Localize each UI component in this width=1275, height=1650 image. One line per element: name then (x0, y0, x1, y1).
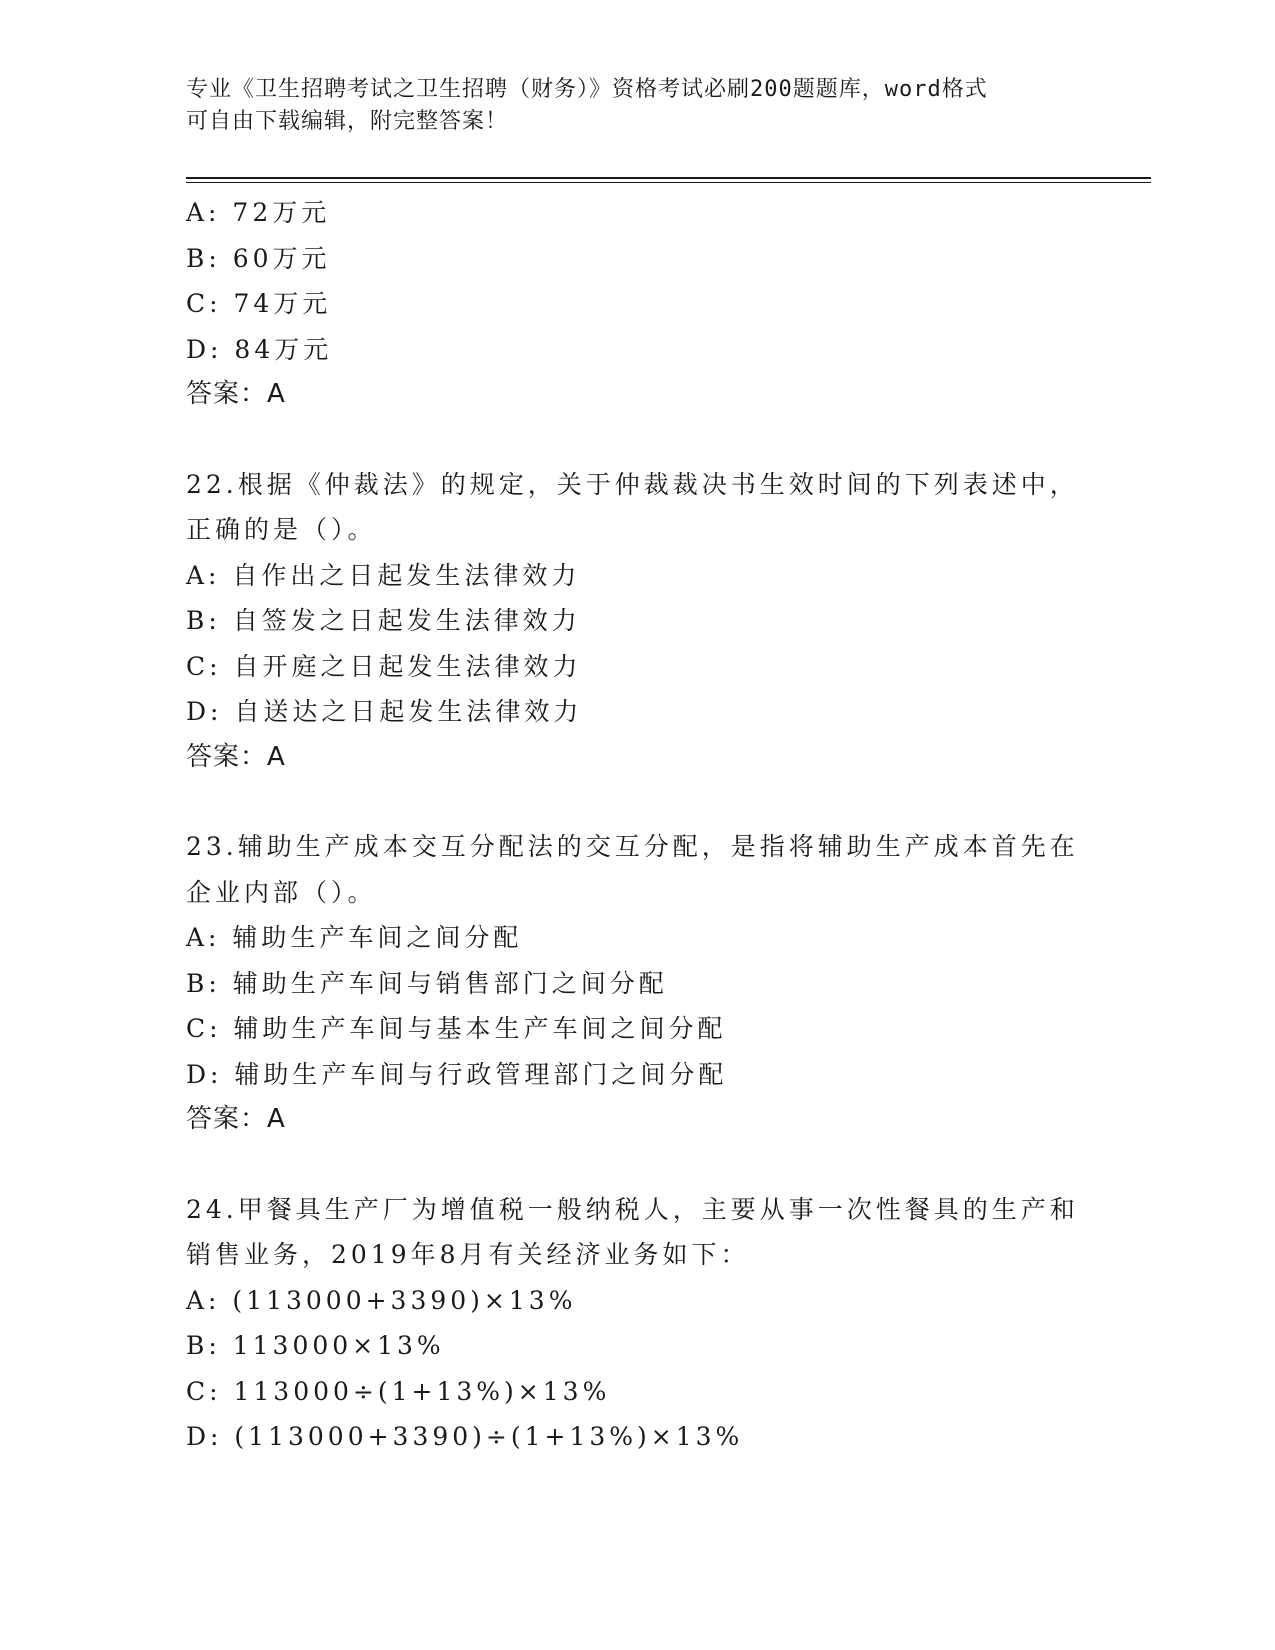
header-rule-thin (186, 182, 1151, 183)
question-list (186, 190, 1086, 1460)
option-b: B: 辅助生产车间与销售部门之间分配 (186, 968, 668, 998)
header-line-2: 可自由下载编辑，附完整答案！ (186, 109, 509, 134)
option-d: D: 84万元 (186, 334, 333, 364)
option-c: C: 74万元 (186, 289, 332, 318)
header-rule-thick (186, 177, 1151, 179)
answer: 答案：A (186, 741, 286, 772)
answer: 答案：A (186, 379, 286, 409)
answer: 答案：A (186, 1104, 286, 1134)
question-stem-line-1: 22.根据《仲裁法》的规定，关于仲裁裁决书生效时间的下列表述中， (186, 469, 1079, 499)
option-c: C: 自开庭之日起发生法律效力 (186, 651, 582, 681)
question-gap (186, 1143, 1086, 1187)
option-b: B: 60万元 (186, 243, 331, 273)
option-a: A: 自作出之日起发生法律效力 (186, 560, 581, 590)
question-stem-line-2: 正确的是（）。 (186, 515, 377, 544)
option-a: A: 72万元 (186, 198, 331, 227)
question-stem-line-2: 销售业务，2019年8月有关经济业务如下： (186, 1240, 750, 1269)
option-d: D: 自送达之日起发生法律效力 (186, 697, 583, 726)
question-gap (186, 780, 1086, 824)
question-24 (186, 1187, 1086, 1460)
header-line-1: 专业《卫生招聘考试之卫生招聘（财务）》资格考试必刷200题题库，word格式 (186, 77, 988, 102)
option-c: C: 113000÷(1+13%)×13% (186, 1376, 611, 1406)
question-stem-line-1: 24.甲餐具生产厂为增值税一般纳税人，主要从事一次性餐具的生产和 (186, 1194, 1079, 1224)
option-c: C: 辅助生产车间与基本生产车间之间分配 (186, 1014, 727, 1043)
option-d: D: 辅助生产车间与行政管理部门之间分配 (186, 1059, 728, 1089)
option-a: A: 辅助生产车间之间分配 (186, 923, 523, 952)
question-21 (186, 190, 1086, 418)
document-header (186, 74, 1086, 138)
option-d: D: (113000+3390)÷(1+13%)×13% (186, 1422, 744, 1451)
option-a: A: (113000+3390)×13% (186, 1285, 577, 1315)
question-stem-line-1: 23.辅助生产成本交互分配法的交互分配，是指将辅助生产成本首先在 (186, 832, 1079, 861)
question-23 (186, 824, 1086, 1143)
question-22 (186, 462, 1086, 781)
question-gap (186, 418, 1086, 462)
option-b: B: 自签发之日起发生法律效力 (186, 606, 581, 635)
option-b: B: 113000×13% (186, 1331, 445, 1360)
question-stem-line-2: 企业内部（）。 (186, 877, 377, 907)
